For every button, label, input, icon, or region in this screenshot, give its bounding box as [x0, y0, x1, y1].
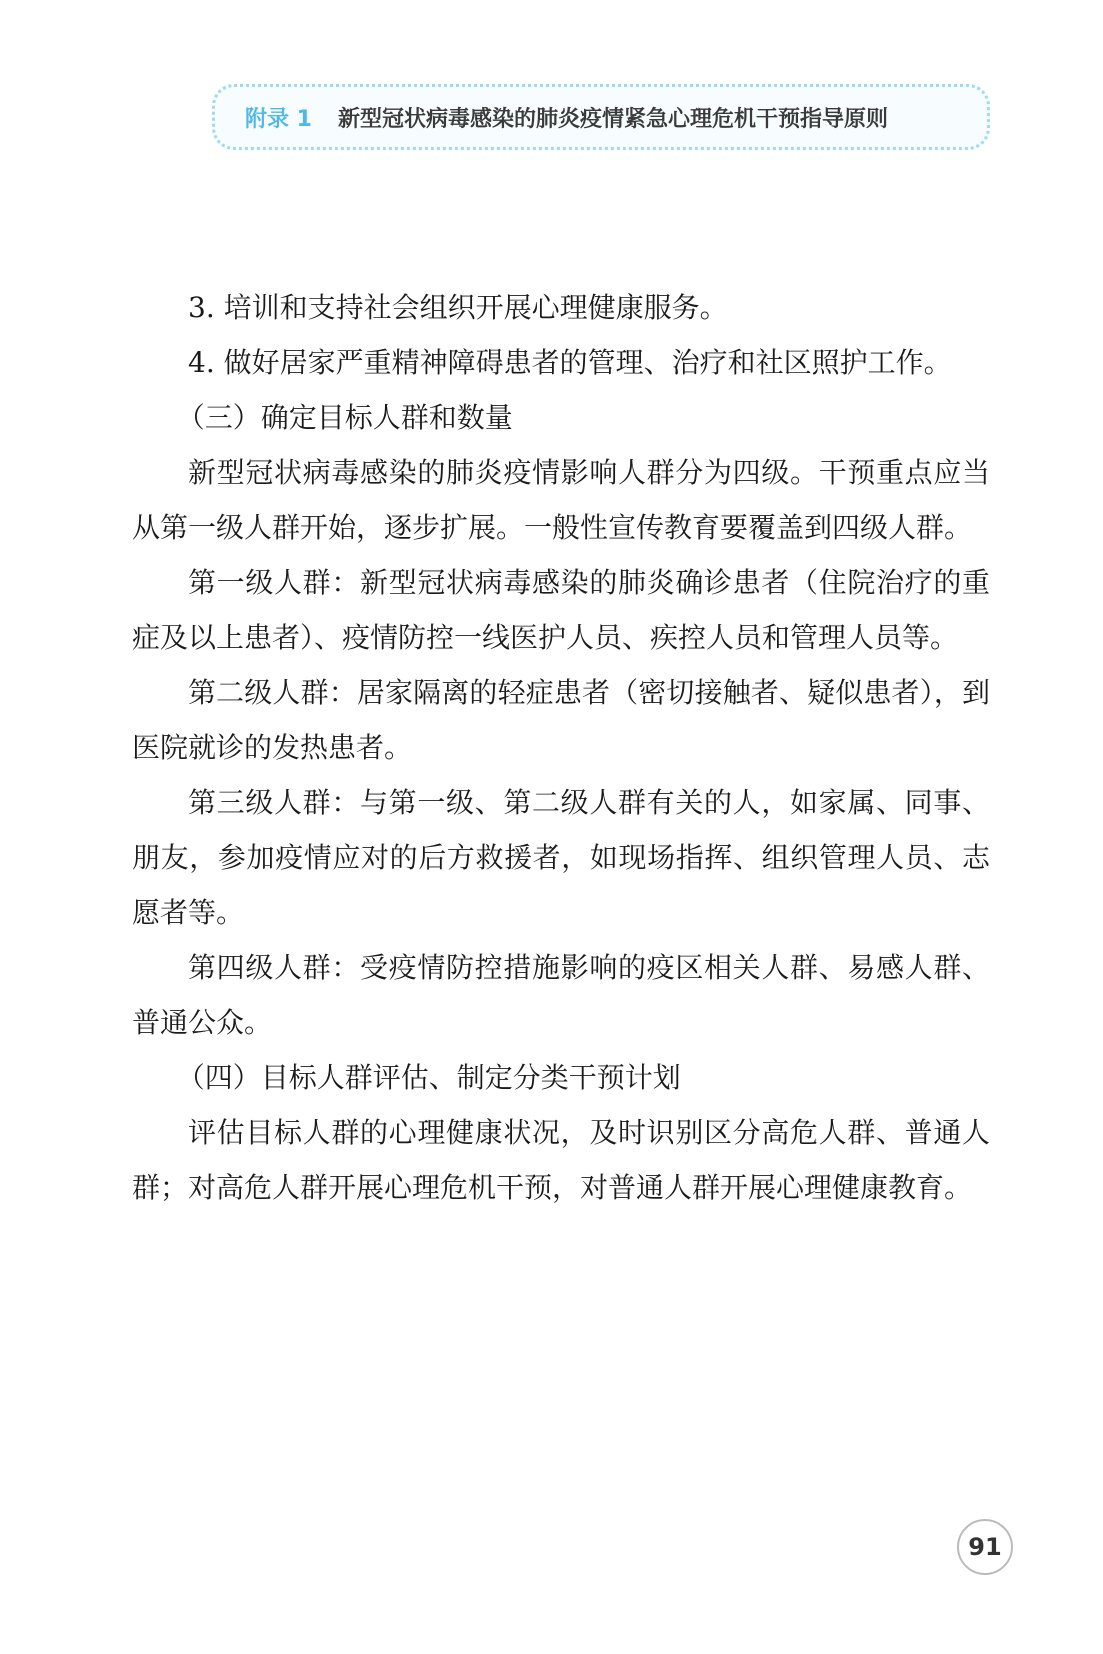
- paragraph: 评估目标人群的心理健康状况，及时识别区分高危人群、普通人群；对高危人群开展心理危机干预，对普通人群开展心理健康教育。: [132, 1116, 990, 1204]
- appendix-title: 新型冠状病毒感染的肺炎疫情紧急心理危机干预指导原则: [337, 106, 888, 132]
- paragraph: 第二级人群：居家隔离的轻症患者（密切接触者、疑似患者），到医院就诊的发热患者。: [132, 676, 990, 764]
- paragraph: 4. 做好居家严重精神障碍患者的管理、治疗和社区照护工作。: [188, 346, 952, 379]
- paragraph: 第四级人群：受疫情防控措施影响的疫区相关人群、易感人群、普通公众。: [132, 951, 990, 1039]
- paragraph: 第三级人群：与第一级、第二级人群有关的人，如家属、同事、朋友，参加疫情应对的后方救援者，如现场指挥、组织管理人员、志愿者等。: [132, 786, 990, 929]
- section-heading: （三）确定目标人群和数量: [176, 401, 513, 434]
- paragraph: 新型冠状病毒感染的肺炎疫情影响人群分为四级。干预重点应当从第一级人群开始，逐步扩展。一般性宣传教育要覆盖到四级人群。: [132, 456, 990, 544]
- paragraph: 第一级人群：新型冠状病毒感染的肺炎确诊患者（住院治疗的重症及以上患者）、疫情防控一线医护人员、疾控人员和管理人员等。: [132, 566, 990, 654]
- body-text: [132, 280, 990, 1215]
- appendix-label: 附录 1: [245, 106, 312, 132]
- section-heading: （四）目标人群评估、制定分类干预计划: [176, 1061, 681, 1094]
- page-number: 91: [957, 1519, 1013, 1575]
- running-header: [212, 84, 990, 150]
- paragraph: 3. 培训和支持社会组织开展心理健康服务。: [188, 291, 728, 324]
